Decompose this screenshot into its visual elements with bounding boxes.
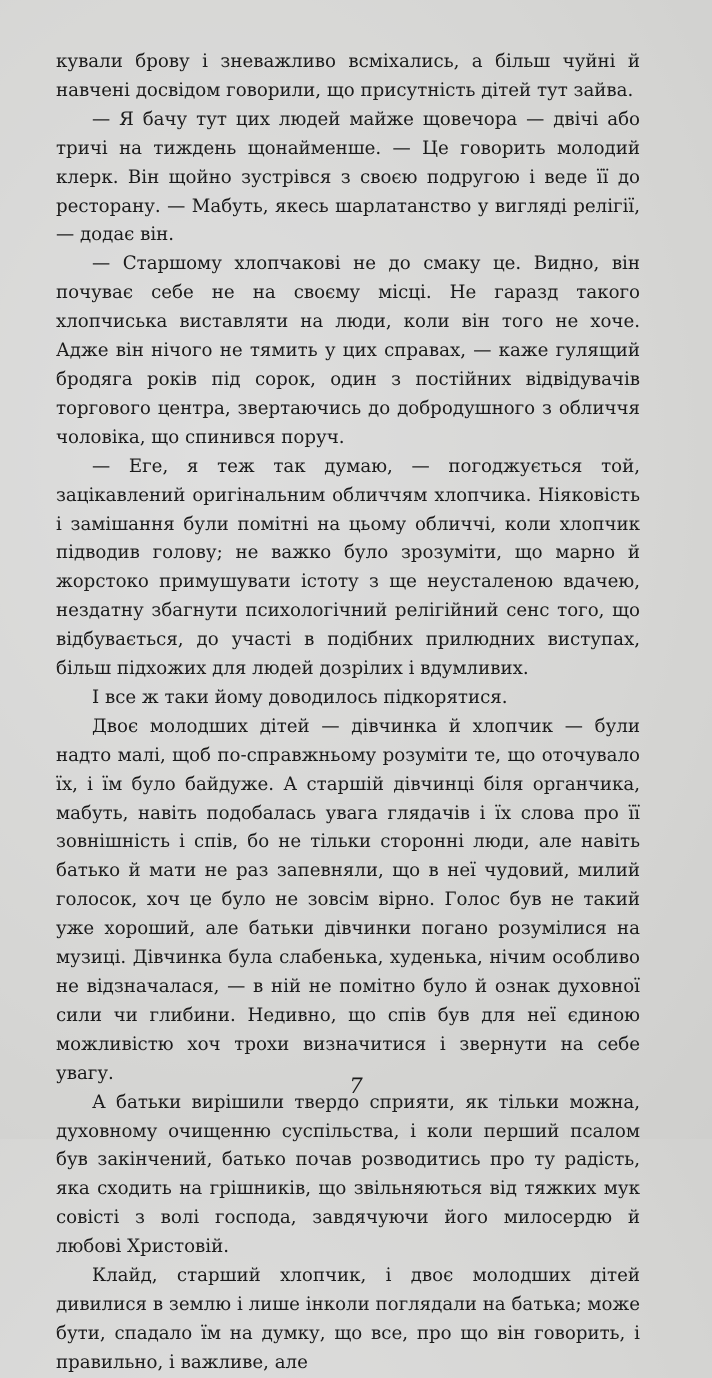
paragraph: А батьки вирішили твердо сприяти, як тільки можна, духовному очищенню суспільства, і коли перший псалом був закінчений, батько почав розводитись про ту радість, яка сходить на грішників, що звільняються від тяжких мук совісті з волі господа, завдячуючи його милосердю й любові Христовій. xyxy=(56,1091,640,1258)
page-number: 7 xyxy=(349,1074,363,1098)
paragraph: кували брову і зневажливо всміхались, а більш чуйні й навчені досвідом говорили, що присутність дітей тут зайва. xyxy=(56,51,640,101)
paragraph: — Еге, я теж так думаю, — погоджується той, зацікавлений оригінальним обличчям хлопчика. Ніяковість і замішання були помітні на цьому обличчі, коли хлопчик підводив голову; не важко було зрозуміти, що марно й жорстоко примушувати істоту з ще неусталеною вдачею, нездатну збагнути психологічний релігійний сенс того, що відбувається, до участі в подібних прилюдних виступах, більш підхожих для людей дозрілих і вдумливих. xyxy=(56,455,640,680)
paragraph: — Я бачу тут цих людей майже щовечора — двічі або тричі на тиждень щонайменше. — Це говорить молодий клерк. Він щойно зустрівся з своєю подругою і веде її до ресторану. — Мабуть, якесь шарлатанство у вигляді релігії, — додає він. xyxy=(56,108,640,246)
body-text xyxy=(56,48,640,1378)
paragraph: — Старшому хлопчакові не до смаку це. Видно, він почуває себе не на своєму місці. Не гаразд такого хлопчиська виставляти на люди, коли він того не хоче. Адже він нічого не тямить у цих справах, — каже гулящий бродяга років під сорок, один з постійних відвідувачів торгового центра, звертаючись до добродушного з обличчя чоловіка, що спинився поруч. xyxy=(56,253,640,448)
paragraph: І все ж таки йому доводилось підкорятися. xyxy=(92,686,508,708)
paragraph: Клайд, старший хлопчик, і двоє молодших дітей дивилися в землю і лише інколи поглядали на батька; може бути, спадало їм на думку, що все, про що він говорить, і правильно, і важливе, але xyxy=(56,1265,640,1373)
paragraph: Двоє молодших дітей — дівчинка й хлопчик — були надто малі, щоб по-справжньому розуміти те, що оточувало їх, і їм було байдуже. А старшій дівчинці біля органчика, мабуть, навіть подобалась увага глядачів і їх слова про її зовнішність і спів, бо не тільки сторонні люди, але навіть батько й мати не раз запевняли, що в неї чудовий, милий голосок, хоч це було не зовсім вірно. Голос був не такий уже хороший, але батьки дівчинки погано розумілися на музиці. Дівчинка була слабенька, худенька, нічим особливо не відзначалася, — в ній не помітно було й ознак духовної сили чи глибини. Недивно, що спів був для неї єдиною можливістю хоч трохи визначитися і звернути на себе увагу. xyxy=(56,715,640,1084)
